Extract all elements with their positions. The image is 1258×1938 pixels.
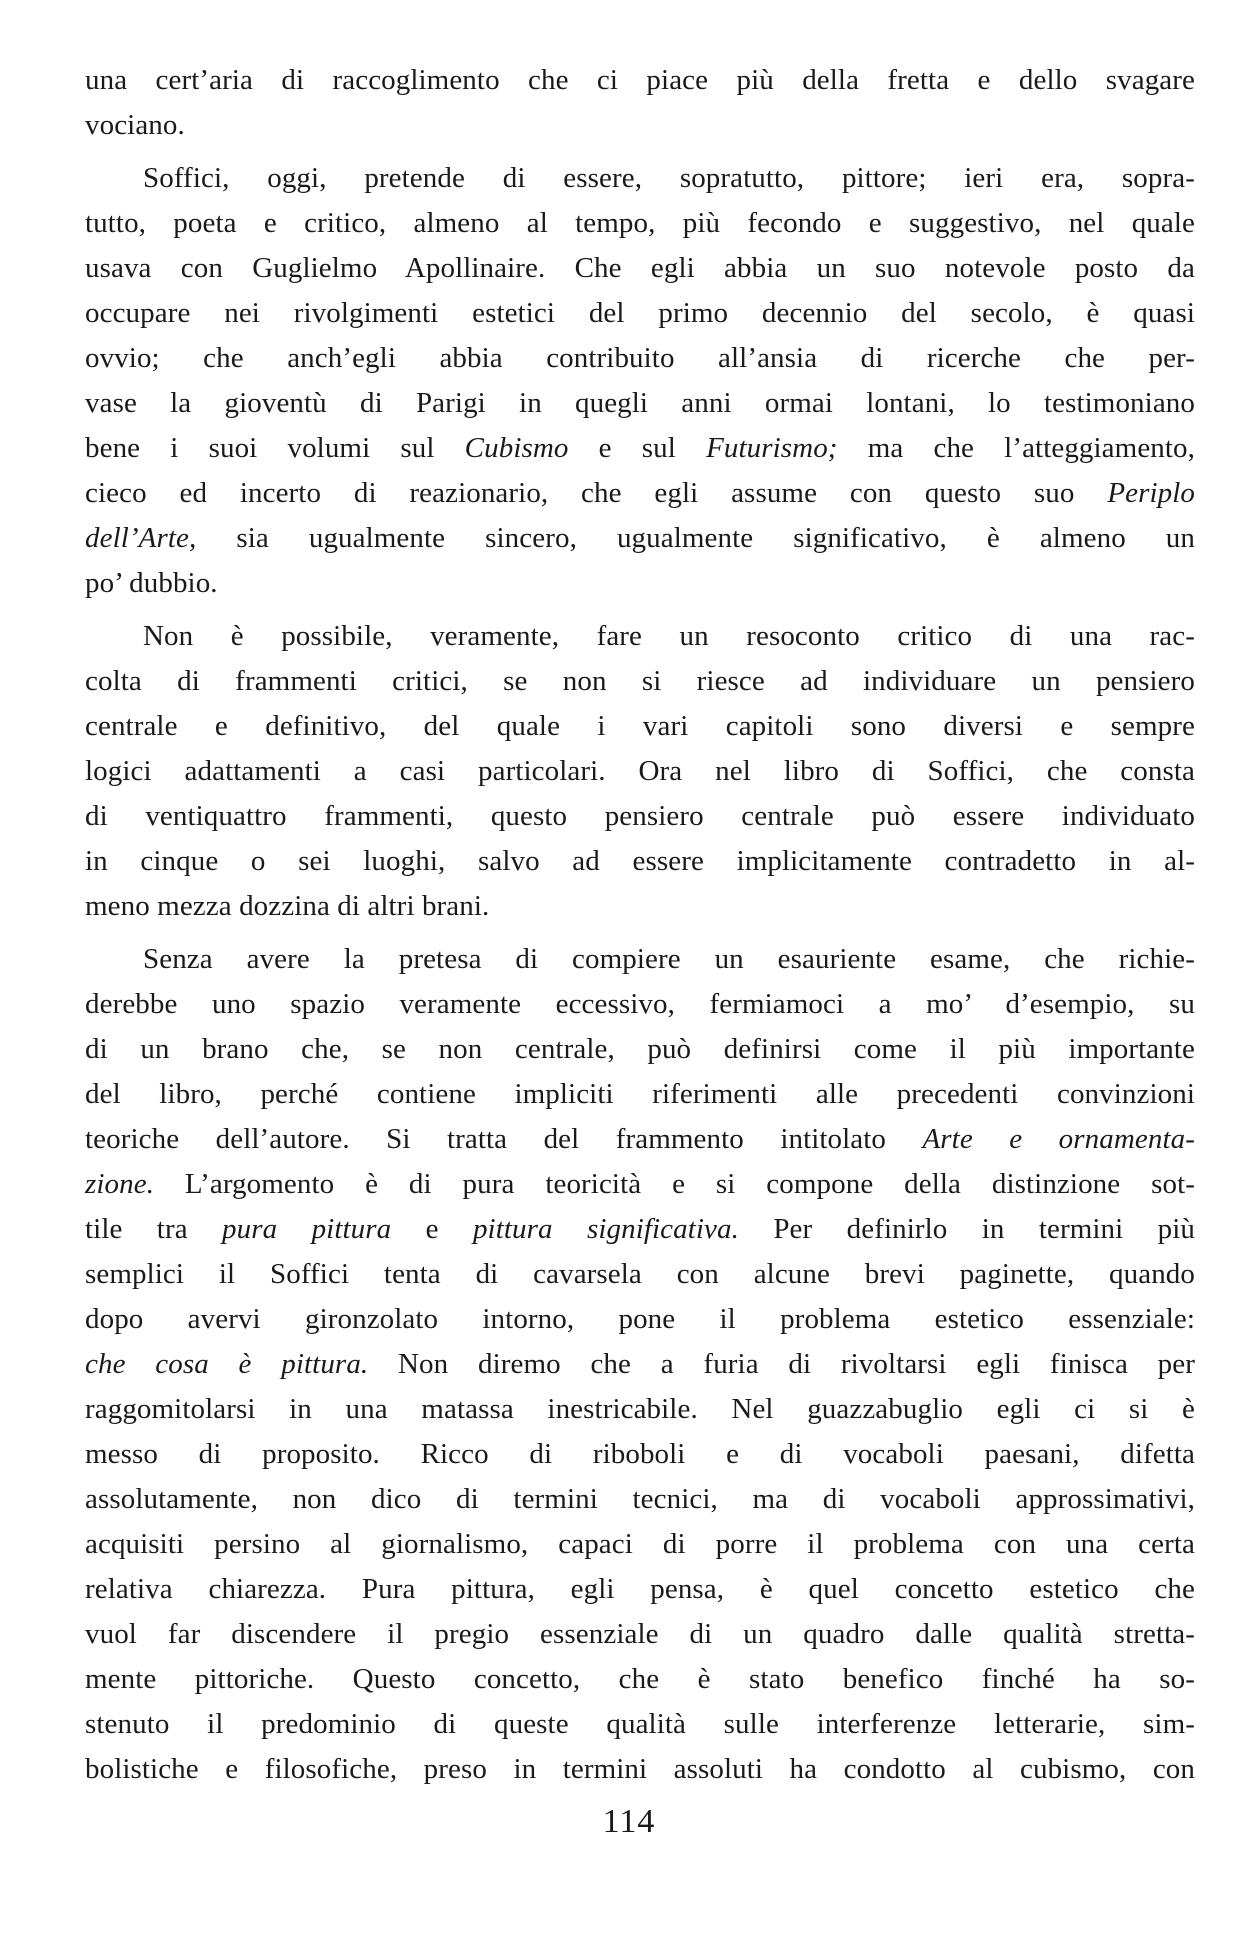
text-line <box>85 201 1195 246</box>
text-line <box>85 704 1195 749</box>
text-segment: occupare nei rivolgimenti estetici del primo decennio del secolo, è quasi <box>85 297 1195 329</box>
text-line <box>85 336 1195 381</box>
text-segment: e sul <box>568 432 707 464</box>
text-line <box>85 1657 1195 1702</box>
text-line <box>85 1747 1195 1792</box>
text-segment: raggomitolarsi in una matassa inestricabile. Nel guazzabuglio egli ci si è <box>85 1393 1195 1425</box>
text-segment: derebbe uno spazio veramente eccessivo, fermiamoci a mo’ d’esempio, su <box>85 988 1195 1020</box>
text-line <box>85 1342 1195 1387</box>
paragraph <box>85 937 1195 1792</box>
text-segment: teoriche dell’autore. Si tratta del frammento intitolato <box>85 1123 923 1155</box>
text-segment: L’argomento è di pura teoricità e si compone della distinzione sot- <box>154 1168 1195 1200</box>
italic-text: pura pittura <box>222 1213 392 1245</box>
text-line <box>85 794 1195 839</box>
text-line <box>85 1432 1195 1477</box>
text-segment: Per definirlo in termini più <box>738 1213 1196 1245</box>
text-line <box>85 659 1195 704</box>
text-segment: cieco ed incerto di reazionario, che egli assume con questo suo <box>85 477 1108 509</box>
italic-text: pittura significativa. <box>472 1213 739 1245</box>
italic-text: Futurismo; <box>706 432 838 464</box>
text-segment: vociano. <box>85 109 185 141</box>
text-segment: una cert’aria di raccoglimento che ci piace più della fretta e dello svagare <box>85 64 1195 96</box>
text-segment: acquisiti persino al giornalismo, capaci di porre il problema con una certa <box>85 1528 1195 1560</box>
text-segment: di un brano che, se non centrale, può definirsi come il più importante <box>85 1033 1195 1065</box>
text-segment: semplici il Soffici tenta di cavarsela con alcune brevi paginette, quando <box>85 1258 1195 1290</box>
text-line <box>85 884 1195 929</box>
italic-text: che cosa è pittura. <box>85 1348 369 1380</box>
text-segment: usava con Guglielmo Apollinaire. Che egli abbia un suo notevole posto da <box>85 252 1195 284</box>
text-segment: tile tra <box>85 1213 223 1245</box>
text-line <box>85 516 1195 561</box>
text-segment: stenuto il predominio di queste qualità sulle interferenze letterarie, sim- <box>85 1708 1195 1740</box>
text-segment: dopo avervi gironzolato intorno, pone il problema estetico essenziale: <box>85 1303 1195 1335</box>
text-line <box>85 1702 1195 1747</box>
page-number: 114 <box>602 1803 656 1840</box>
text-line <box>85 1072 1195 1117</box>
text-segment: in cinque o sei luoghi, salvo ad essere implicitamente contradetto in al- <box>85 845 1195 877</box>
text-line <box>85 1522 1195 1567</box>
text-segment: logici adattamenti a casi particolari. Ora nel libro di Soffici, che consta <box>85 755 1195 787</box>
text-segment: messo di proposito. Ricco di riboboli e di vocaboli paesani, difetta <box>85 1438 1195 1470</box>
text-segment: ma che l’atteggiamento, <box>837 432 1195 464</box>
text-line <box>85 103 1195 148</box>
text-line <box>85 839 1195 884</box>
text-segment: meno mezza dozzina di altri brani. <box>85 890 490 922</box>
paragraph <box>85 156 1195 606</box>
text-segment: vuol far discendere il pregio essenziale di un quadro dalle qualità stretta- <box>85 1618 1195 1650</box>
page-body <box>85 58 1195 1800</box>
text-line <box>85 58 1195 103</box>
paragraph <box>85 614 1195 929</box>
text-line <box>85 1387 1195 1432</box>
italic-text: Cubismo <box>464 432 569 464</box>
italic-text: Arte e ornamenta- <box>922 1123 1195 1155</box>
text-segment: ovvio; che anch’egli abbia contribuito all’ansia di ricerche che per- <box>85 342 1195 374</box>
text-segment: Soffici, oggi, pretende di essere, sopratutto, pittore; ieri era, sopra- <box>143 162 1195 194</box>
text-segment: di ventiquattro frammenti, questo pensiero centrale può essere individuato <box>85 800 1195 832</box>
text-segment: Non è possibile, veramente, fare un resoconto critico di una rac- <box>143 620 1195 652</box>
text-line <box>85 937 1195 982</box>
text-line <box>85 1567 1195 1612</box>
text-segment: sia ugualmente sincero, ugualmente significativo, è almeno un <box>196 522 1195 554</box>
text-segment: bolistiche e filosofiche, preso in termini assoluti ha condotto al cubismo, con <box>85 1753 1195 1785</box>
text-line <box>85 291 1195 336</box>
text-segment: Senza avere la pretesa di compiere un esauriente esame, che richie- <box>143 943 1195 975</box>
text-segment: e <box>391 1213 473 1245</box>
text-line <box>85 1117 1195 1162</box>
text-line <box>85 561 1195 606</box>
text-line <box>85 1252 1195 1297</box>
text-line <box>85 471 1195 516</box>
text-segment: bene i suoi volumi sul <box>85 432 465 464</box>
text-line <box>85 1162 1195 1207</box>
text-line <box>85 1297 1195 1342</box>
text-segment: colta di frammenti critici, se non si riesce ad individuare un pensiero <box>85 665 1195 697</box>
text-line <box>85 246 1195 291</box>
italic-text: zione. <box>85 1168 155 1200</box>
text-segment: relativa chiarezza. Pura pittura, egli pensa, è quel concetto estetico che <box>85 1573 1195 1605</box>
text-segment: vase la gioventù di Parigi in quegli anni ormai lontani, lo testimoniano <box>85 387 1195 419</box>
italic-text: dell’Arte, <box>85 522 197 554</box>
text-segment: centrale e definitivo, del quale i vari capitoli sono diversi e sempre <box>85 710 1195 742</box>
text-line <box>85 156 1195 201</box>
text-segment: assolutamente, non dico di termini tecnici, ma di vocaboli approssimativi, <box>85 1483 1195 1515</box>
text-column <box>85 58 1195 1792</box>
text-line <box>85 1027 1195 1072</box>
paragraph <box>85 58 1195 148</box>
text-line <box>85 614 1195 659</box>
text-segment: Non diremo che a furia di rivoltarsi egli finisca per <box>368 1348 1195 1380</box>
text-segment: mente pittoriche. Questo concetto, che è stato benefico finché ha so- <box>85 1663 1195 1695</box>
text-line <box>85 1612 1195 1657</box>
text-line <box>85 749 1195 794</box>
text-line <box>85 381 1195 426</box>
text-segment: del libro, perché contiene impliciti riferimenti alle precedenti convinzioni <box>85 1078 1195 1110</box>
text-line <box>85 1207 1195 1252</box>
text-line <box>85 982 1195 1027</box>
text-line <box>85 1477 1195 1522</box>
italic-text: Periplo <box>1107 477 1195 509</box>
text-line <box>85 426 1195 471</box>
text-segment: po’ dubbio. <box>85 567 218 599</box>
text-segment: tutto, poeta e critico, almeno al tempo, più fecondo e suggestivo, nel quale <box>85 207 1195 239</box>
